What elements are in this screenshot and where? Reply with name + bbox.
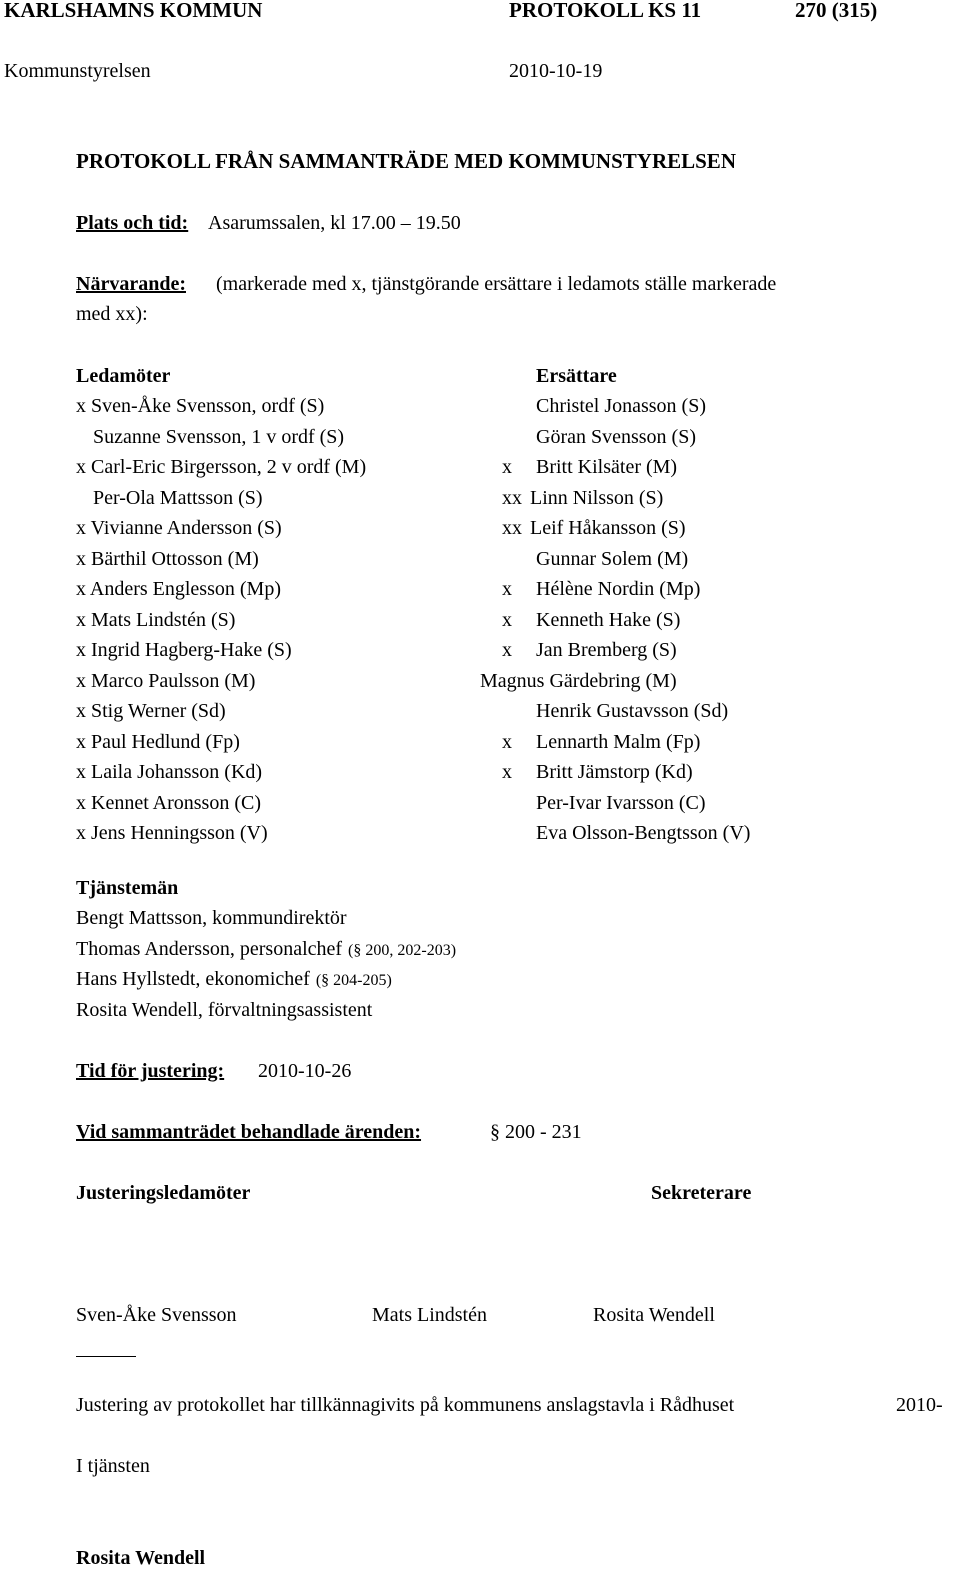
- adjustment-time-label: Tid för justering:: [76, 1060, 225, 1082]
- member-row: x Anders Englesson (Mp): [76, 578, 281, 600]
- officials-heading: Tjänstemän: [76, 877, 179, 899]
- member-row: x Carl-Eric Birgersson, 2 v ordf (M): [76, 456, 367, 478]
- substitute-name: Linn Nilsson (S): [530, 487, 664, 509]
- page-number: 270 (315): [795, 0, 878, 22]
- adjustment-time-value: 2010-10-26: [258, 1060, 352, 1082]
- member-row: Suzanne Svensson, 1 v ordf (S): [93, 426, 345, 448]
- substitute-mark: x: [502, 578, 512, 600]
- committee-name: Kommunstyrelsen: [4, 60, 151, 82]
- member-row: x Bärthil Ottosson (M): [76, 548, 259, 570]
- member-row: x Marco Paulsson (M): [76, 670, 256, 692]
- substitute-name: Leif Håkansson (S): [530, 517, 686, 539]
- adjusters-heading: Justeringsledamöter: [76, 1182, 251, 1204]
- official-note: (§ 204-205): [315, 972, 392, 989]
- signature-name: Mats Lindstén: [372, 1304, 487, 1326]
- official-name: Rosita Wendell, förvaltningsassistent: [76, 999, 373, 1021]
- substitute-name: Jan Bremberg (S): [536, 639, 677, 661]
- substitute-mark: x: [502, 639, 512, 661]
- members-heading: Ledamöter: [76, 365, 171, 387]
- member-row: x Sven-Åke Svensson, ordf (S): [76, 395, 325, 417]
- substitute-name: Kenneth Hake (S): [536, 609, 681, 631]
- substitute-name: Henrik Gustavsson (Sd): [536, 700, 729, 722]
- present-label: Närvarande:: [76, 273, 186, 295]
- matters-value: § 200 - 231: [490, 1121, 582, 1143]
- official-row: [76, 1000, 372, 1020]
- substitute-mark: xx: [502, 517, 522, 539]
- place-label: Plats och tid:: [76, 212, 189, 234]
- signature-line: [76, 1356, 136, 1357]
- place-value: Asarumssalen, kl 17.00 – 19.50: [208, 212, 461, 234]
- official-note: (§ 200, 202-203): [348, 942, 457, 959]
- substitute-name: Christel Jonasson (S): [536, 395, 706, 417]
- substitute-mark: x: [502, 731, 512, 753]
- member-row: x Kennet Aronsson (C): [76, 792, 261, 814]
- present-note-line2: med xx):: [76, 303, 148, 325]
- member-row: x Ingrid Hagberg-Hake (S): [76, 639, 292, 661]
- member-row: x Stig Werner (Sd): [76, 700, 226, 722]
- substitute-name: Per-Ivar Ivarsson (C): [536, 792, 706, 814]
- signature-name: Sven-Åke Svensson: [76, 1304, 237, 1326]
- substitute-name: Britt Kilsäter (M): [536, 456, 678, 478]
- on-duty-name: Rosita Wendell: [76, 1547, 206, 1569]
- meeting-date: 2010-10-19: [509, 60, 603, 82]
- member-row: x Laila Johansson (Kd): [76, 761, 263, 783]
- substitute-mark: xx: [502, 487, 522, 509]
- document-title: PROTOKOLL FRÅN SAMMANTRÄDE MED KOMMUNSTYRELSEN: [76, 149, 736, 173]
- substitute-name: Eva Olsson-Bengtsson (V): [536, 822, 751, 844]
- official-row: [76, 969, 392, 989]
- official-row: [76, 939, 456, 959]
- official-name: Thomas Andersson, personalchef: [76, 938, 343, 960]
- official-name: Hans Hyllstedt, ekonomichef: [76, 968, 310, 990]
- substitutes-heading: Ersättare: [536, 365, 617, 387]
- notice-text: Justering av protokollet har tillkännagivits på kommunens anslagstavla i Rådhuset: [76, 1394, 735, 1416]
- member-row: x Paul Hedlund (Fp): [76, 731, 240, 753]
- official-name: Bengt Mattsson, kommundirektör: [76, 907, 347, 929]
- substitute-name: Magnus Gärdebring (M): [480, 670, 677, 692]
- notice-date: 2010-: [896, 1394, 943, 1416]
- official-row: [76, 908, 347, 928]
- member-row: Per-Ola Mattsson (S): [93, 487, 263, 509]
- substitute-mark: x: [502, 761, 512, 783]
- substitute-name: Hélène Nordin (Mp): [536, 578, 701, 600]
- on-duty-label: I tjänsten: [76, 1455, 150, 1477]
- substitute-name: Göran Svensson (S): [536, 426, 696, 448]
- protocol-number: PROTOKOLL KS 11: [509, 0, 702, 22]
- substitute-name: Britt Jämstorp (Kd): [536, 761, 693, 783]
- member-row: x Vivianne Andersson (S): [76, 517, 282, 539]
- present-note-line1: (markerade med x, tjänstgörande ersättare i ledamots ställe markerade: [216, 273, 777, 295]
- substitute-name: Lennarth Malm (Fp): [536, 731, 701, 753]
- matters-label: Vid sammanträdet behandlade ärenden:: [76, 1121, 422, 1143]
- member-row: x Jens Henningsson (V): [76, 822, 268, 844]
- member-row: x Mats Lindstén (S): [76, 609, 236, 631]
- substitute-mark: x: [502, 609, 512, 631]
- signature-name: Rosita Wendell: [593, 1304, 715, 1326]
- municipality-name: KARLSHAMNS KOMMUN: [4, 0, 263, 22]
- substitute-mark: x: [502, 456, 512, 478]
- substitute-name: Gunnar Solem (M): [536, 548, 689, 570]
- secretary-heading: Sekreterare: [651, 1182, 752, 1204]
